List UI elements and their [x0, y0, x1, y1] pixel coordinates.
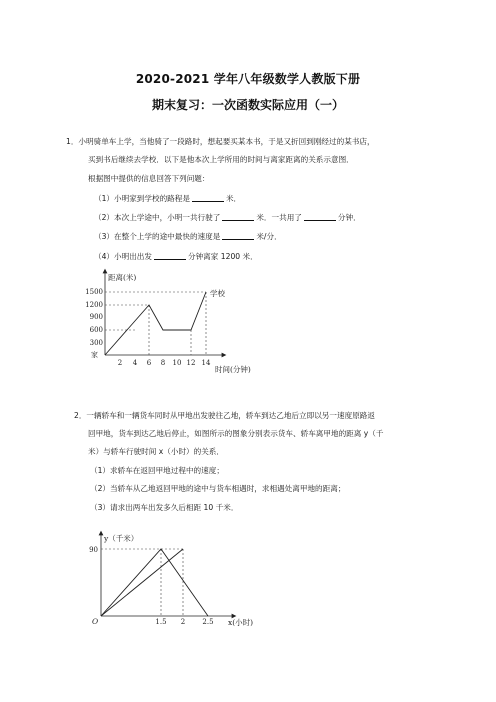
q2-part2: （2）当轿车从乙地返回甲地的途中与货车相遇时，求相遇处离甲地的距离；	[90, 484, 346, 493]
q1-part1	[94, 193, 241, 204]
q2-text-line1: 2．一辆轿车和一辆货车同时从甲地出发驶往乙地，轿车到达乙地后立即以另一速度原路返	[74, 411, 375, 420]
y-tick: 1200	[85, 301, 103, 309]
x-tick: 8	[160, 359, 166, 367]
car-line	[101, 549, 208, 616]
origin-label: O	[92, 617, 99, 626]
y-tick: 600	[89, 326, 103, 334]
document-title: 2020-2021 学年八年级数学人教版下册	[135, 72, 361, 86]
y-axis-label: 距离(米)	[108, 273, 137, 282]
x-tick: 14	[201, 359, 211, 367]
q1-text-line2: 买到书后继续去学校．以下是他本次上学所用的时间与离家距离的关系示意图．	[88, 155, 354, 164]
distance-line	[105, 292, 206, 355]
q1-part2-end: 分钟．	[337, 213, 361, 222]
q1-text-line3: 根据图中提供的信息回答下列问题：	[88, 174, 210, 183]
q1-part3	[94, 231, 282, 242]
answer-blank[interactable]	[222, 231, 254, 240]
y-tick: 900	[89, 313, 103, 321]
answer-blank[interactable]	[192, 193, 224, 202]
q1-part3-text: （3）在整个上学的途中最快的速度是	[94, 232, 221, 241]
answer-blank[interactable]	[222, 212, 254, 221]
x-tick: 6	[146, 359, 152, 367]
x-tick: 2	[117, 359, 123, 367]
q2-part3: （3）请求出两车出发多久后相距 10 千米．	[90, 503, 239, 512]
q1-part4-text: （4）小明出出发	[94, 252, 152, 261]
answer-blank[interactable]	[154, 251, 186, 260]
truck-line	[101, 549, 183, 616]
q1-part2-text: （2）本次上学途中，小明一共行驶了	[94, 213, 221, 222]
y-tick: 1500	[85, 288, 103, 296]
q1-part2-mid: 米．一共用了	[256, 213, 302, 222]
q1-part1-end: 米．	[225, 194, 242, 203]
x-tick: 1.5	[155, 618, 167, 626]
q2-distance-time-graph	[82, 528, 282, 630]
q1-part1-text: （1）小明家到学校的路程是	[94, 194, 190, 203]
q1-part4	[94, 251, 258, 262]
q1-part3-end: 米/分．	[256, 232, 282, 241]
school-label: 学校	[210, 289, 225, 298]
q2-text-line2: 回甲地，货车到达乙地后停止，如图所示的图象分别表示货车、轿车离甲地的距离 y（千	[88, 429, 384, 438]
y-tick: 300	[89, 339, 103, 347]
y-tick: 90	[89, 546, 98, 554]
x-tick: 12	[186, 359, 196, 367]
y-axis-label: y（千米）	[104, 534, 139, 543]
x-axis-label: 时间(分钟)	[215, 365, 251, 374]
q1-text-line1: 1．小明骑单车上学，当他骑了一段路时，想起要买某本书，于是又折回到刚经过的某书店，	[66, 137, 375, 146]
origin-label-home: 家	[91, 351, 98, 359]
document-subtitle: 期末复习：一次函数实际应用（一）	[151, 98, 344, 112]
q1-part2	[94, 212, 361, 223]
x-axis-label: x(小时)	[228, 618, 254, 627]
x-tick: 4	[132, 359, 138, 367]
q2-part1: （1）求轿车在返回甲地过程中的速度；	[90, 466, 224, 475]
x-tick: 10	[172, 359, 182, 367]
x-tick: 2	[180, 618, 186, 626]
q1-distance-time-graph	[80, 266, 280, 378]
q1-part4-end: 分钟离家 1200 米．	[188, 252, 258, 261]
x-tick: 2.5	[202, 618, 214, 626]
answer-blank[interactable]	[304, 212, 336, 221]
q2-text-line3: 米）与轿车行驶时间 x（小时）的关系．	[88, 447, 224, 456]
